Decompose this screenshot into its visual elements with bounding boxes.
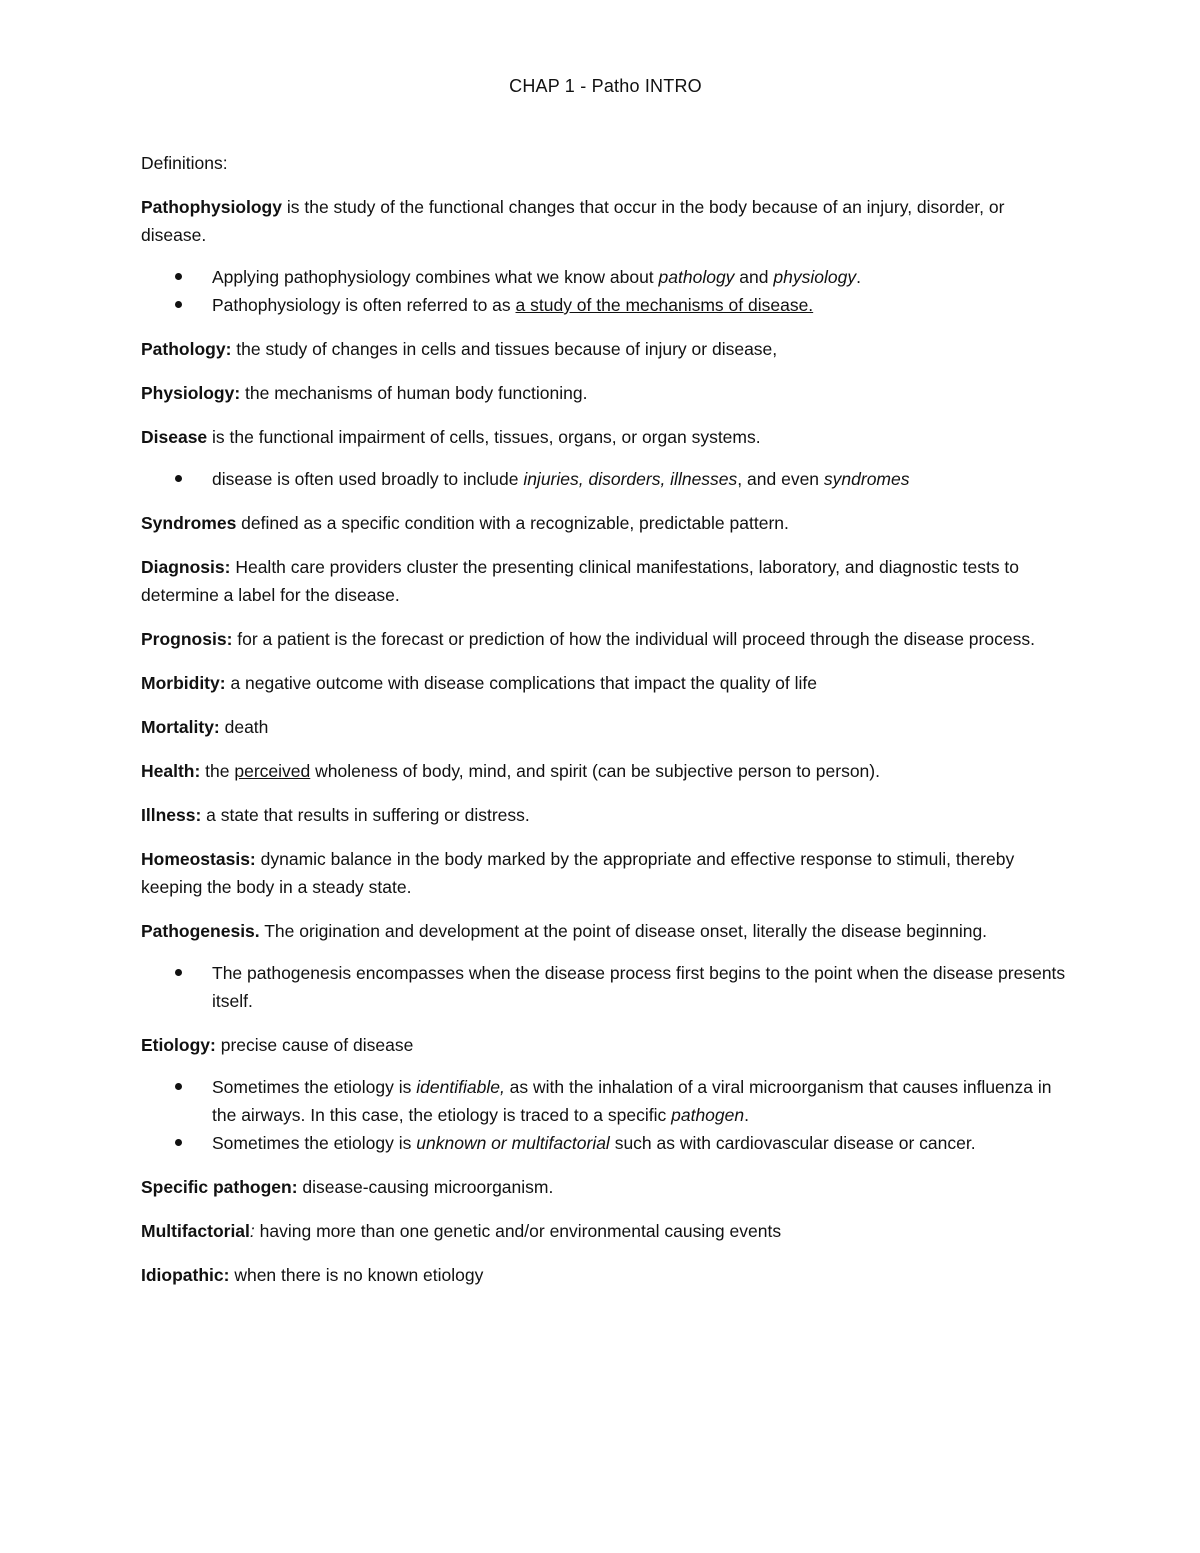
- bullet-list: [141, 1073, 1070, 1157]
- emphasis: pathology: [658, 267, 735, 287]
- definition: the study of changes in cells and tissues because of injury or disease,: [231, 339, 778, 359]
- term: Idiopathic:: [141, 1265, 230, 1285]
- definition: death: [219, 717, 269, 737]
- def-physiology: [141, 379, 1070, 407]
- def-specific-pathogen: [141, 1173, 1070, 1201]
- underlined-text: perceived: [234, 761, 311, 781]
- def-pathology: [141, 335, 1070, 363]
- term: Homeostasis:: [141, 849, 256, 869]
- definition: disease-causing microorganism.: [297, 1177, 554, 1197]
- term: Diagnosis:: [141, 557, 231, 577]
- list-item: [141, 1129, 1070, 1157]
- definitions-heading: Definitions:: [141, 153, 228, 173]
- definition: a state that results in suffering or distress.: [201, 805, 530, 825]
- bullet-list: [141, 959, 1070, 1015]
- text: Sometimes the etiology is: [212, 1133, 417, 1153]
- def-diagnosis: [141, 553, 1070, 609]
- emphasis: physiology: [773, 267, 857, 287]
- def-homeostasis: [141, 845, 1070, 901]
- definition: The origination and development at the point of disease onset, literally the disease beginning.: [259, 921, 988, 941]
- term: Etiology:: [141, 1035, 216, 1055]
- term: Mortality:: [141, 717, 220, 737]
- underlined-text: a study of the mechanisms of disease.: [515, 295, 814, 315]
- def-prognosis: [141, 625, 1070, 653]
- list-item: [141, 263, 1070, 291]
- emphasis: injuries, disorders, illnesses: [523, 469, 738, 489]
- text: wholeness of body, mind, and spirit (can be subjective person to person).: [310, 761, 880, 781]
- definition: dynamic balance in the body marked by the appropriate and effective response to stimuli, thereby keeping the body in a steady state.: [141, 849, 1015, 897]
- def-idiopathic: [141, 1261, 1070, 1289]
- term: Pathophysiology: [141, 197, 282, 217]
- emphasis: :: [249, 1221, 255, 1241]
- text: such as with cardiovascular disease or cancer.: [609, 1133, 976, 1153]
- def-mortality: [141, 713, 1070, 741]
- def-pathophysiology: [141, 193, 1070, 249]
- definition: the mechanisms of human body functioning.: [240, 383, 588, 403]
- definition: precise cause of disease: [215, 1035, 414, 1055]
- definition: having more than one genetic and/or environmental causing events: [254, 1221, 782, 1241]
- text: , and even: [737, 469, 824, 489]
- definition: Health care providers cluster the presenting clinical manifestations, laboratory, and diagnostic tests to determine a label for the disease.: [141, 557, 1020, 605]
- def-disease: [141, 423, 1070, 451]
- definition: defined as a specific condition with a recognizable, predictable pattern.: [236, 513, 789, 533]
- def-multifactorial: [141, 1217, 1070, 1245]
- text: Pathophysiology is often referred to as: [212, 295, 516, 315]
- text: the: [200, 761, 235, 781]
- term: Multifactorial: [141, 1221, 250, 1241]
- term: Illness:: [141, 805, 202, 825]
- definition: when there is no known etiology: [229, 1265, 484, 1285]
- term: Prognosis:: [141, 629, 233, 649]
- text: Applying pathophysiology combines what we know about: [212, 267, 659, 287]
- def-pathogenesis: [141, 917, 1070, 945]
- term: Disease: [141, 427, 208, 447]
- def-etiology: [141, 1031, 1070, 1059]
- bullet-list: [141, 465, 1070, 493]
- text: and: [734, 267, 774, 287]
- text: as with the inhalation of a viral microorganism that causes influenza in the airways. In this case, the etiology is traced to a specific: [212, 1077, 1052, 1125]
- definition: is the study of the functional changes that occur in the body because of an injury, disorder, or disease.: [141, 197, 1005, 245]
- text: disease is often used broadly to include: [212, 469, 524, 489]
- term: Pathogenesis.: [141, 921, 260, 941]
- term: Health:: [141, 761, 201, 781]
- definition: for a patient is the forecast or prediction of how the individual will proceed through the disease process.: [232, 629, 1035, 649]
- def-illness: [141, 801, 1070, 829]
- term: Specific pathogen:: [141, 1177, 298, 1197]
- term: Syndromes: [141, 513, 237, 533]
- emphasis: syndromes: [823, 469, 910, 489]
- definition: a negative outcome with disease complications that impact the quality of life: [225, 673, 818, 693]
- term: Pathology:: [141, 339, 232, 359]
- def-morbidity: [141, 669, 1070, 697]
- text: Sometimes the etiology is: [212, 1077, 417, 1097]
- emphasis: pathogen: [671, 1105, 745, 1125]
- text: .: [744, 1105, 749, 1125]
- list-item: [141, 1073, 1070, 1129]
- emphasis: identifiable,: [416, 1077, 505, 1097]
- bullet-list: [141, 263, 1070, 319]
- def-health: [141, 757, 1070, 785]
- page-title: CHAP 1 - Patho INTRO: [509, 76, 702, 96]
- term: Physiology:: [141, 383, 241, 403]
- term: Morbidity:: [141, 673, 226, 693]
- text: .: [856, 267, 861, 287]
- list-item: [141, 465, 1070, 493]
- def-syndromes: [141, 509, 1070, 537]
- list-item: The pathogenesis encompasses when the disease process first begins to the point when the disease presents itself.: [141, 959, 1070, 1015]
- emphasis: unknown or multifactorial: [416, 1133, 610, 1153]
- list-item: [141, 291, 1070, 319]
- definition: is the functional impairment of cells, tissues, organs, or organ systems.: [207, 427, 761, 447]
